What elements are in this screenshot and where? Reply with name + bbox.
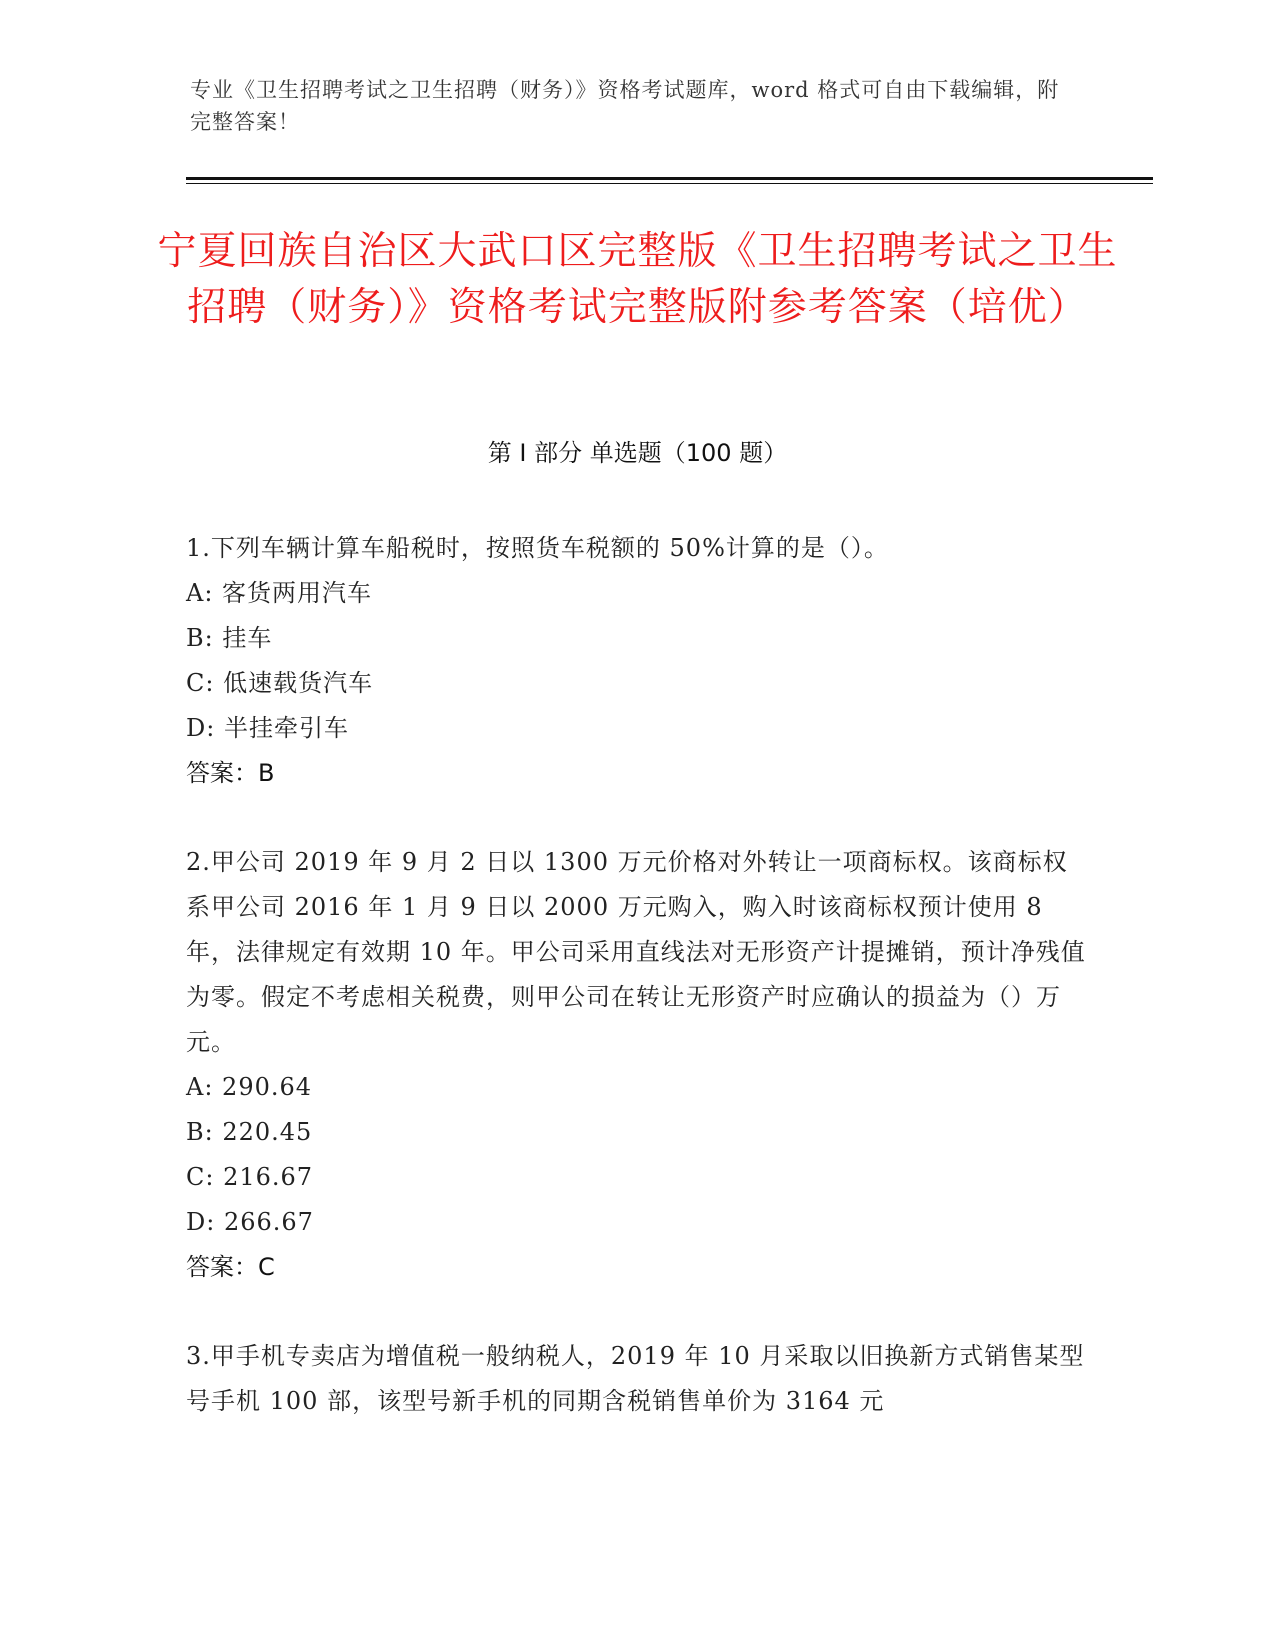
option-c: C: 低速载货汽车	[186, 669, 374, 697]
question-stem: 2.甲公司 2019 年 9 月 2 日以 1300 万元价格对外转让一项商标权。该商标权系甲公司 2016 年 1 月 9 日以 2000 万元购入，购入时该商标权预计使用 8 年，法律规定有效期 10 年。甲公司采用直线法对无形资产计提摊销，预计净残值为零。假定不考虑相关税费，则甲公司在转让无形资产时应确认的损益为（）万元。	[186, 848, 1086, 1056]
header-divider-thin	[186, 183, 1153, 184]
option-b: B: 挂车	[186, 624, 273, 652]
option-d: D: 266.67	[186, 1208, 314, 1236]
answer: 答案：C	[186, 1253, 275, 1281]
section-title: 第 I 部分 单选题（100 题）	[487, 439, 788, 467]
option-b: B: 220.45	[186, 1118, 313, 1146]
question-stem: 3.甲手机专卖店为增值税一般纳税人，2019 年 10 月采取以旧换新方式销售某型号手机 100 部，该型号新手机的同期含税销售单价为 3164 元	[186, 1342, 1085, 1415]
question-2	[186, 840, 1086, 1290]
answer: 答案：B	[186, 759, 275, 787]
option-a: A: 客货两用汽车	[186, 579, 373, 607]
question-list	[186, 526, 1086, 1468]
question-stem: 1.下列车辆计算车船税时，按照货车税额的 50%计算的是（）。	[186, 534, 889, 562]
question-3	[186, 1334, 1086, 1424]
option-d: D: 半挂牵引车	[186, 714, 349, 742]
document-title: 宁夏回族自治区大武口区完整版《卫生招聘考试之卫生招聘（财务）》资格考试完整版附参考答案（培优）	[157, 229, 1118, 330]
header-divider-thick	[186, 177, 1153, 180]
header-note: 专业《卫生招聘考试之卫生招聘（财务）》资格考试题库，word 格式可自由下载编辑，附完整答案！	[190, 78, 1060, 134]
option-a: A: 290.64	[186, 1073, 313, 1101]
question-1	[186, 526, 1086, 796]
option-c: C: 216.67	[186, 1163, 314, 1191]
